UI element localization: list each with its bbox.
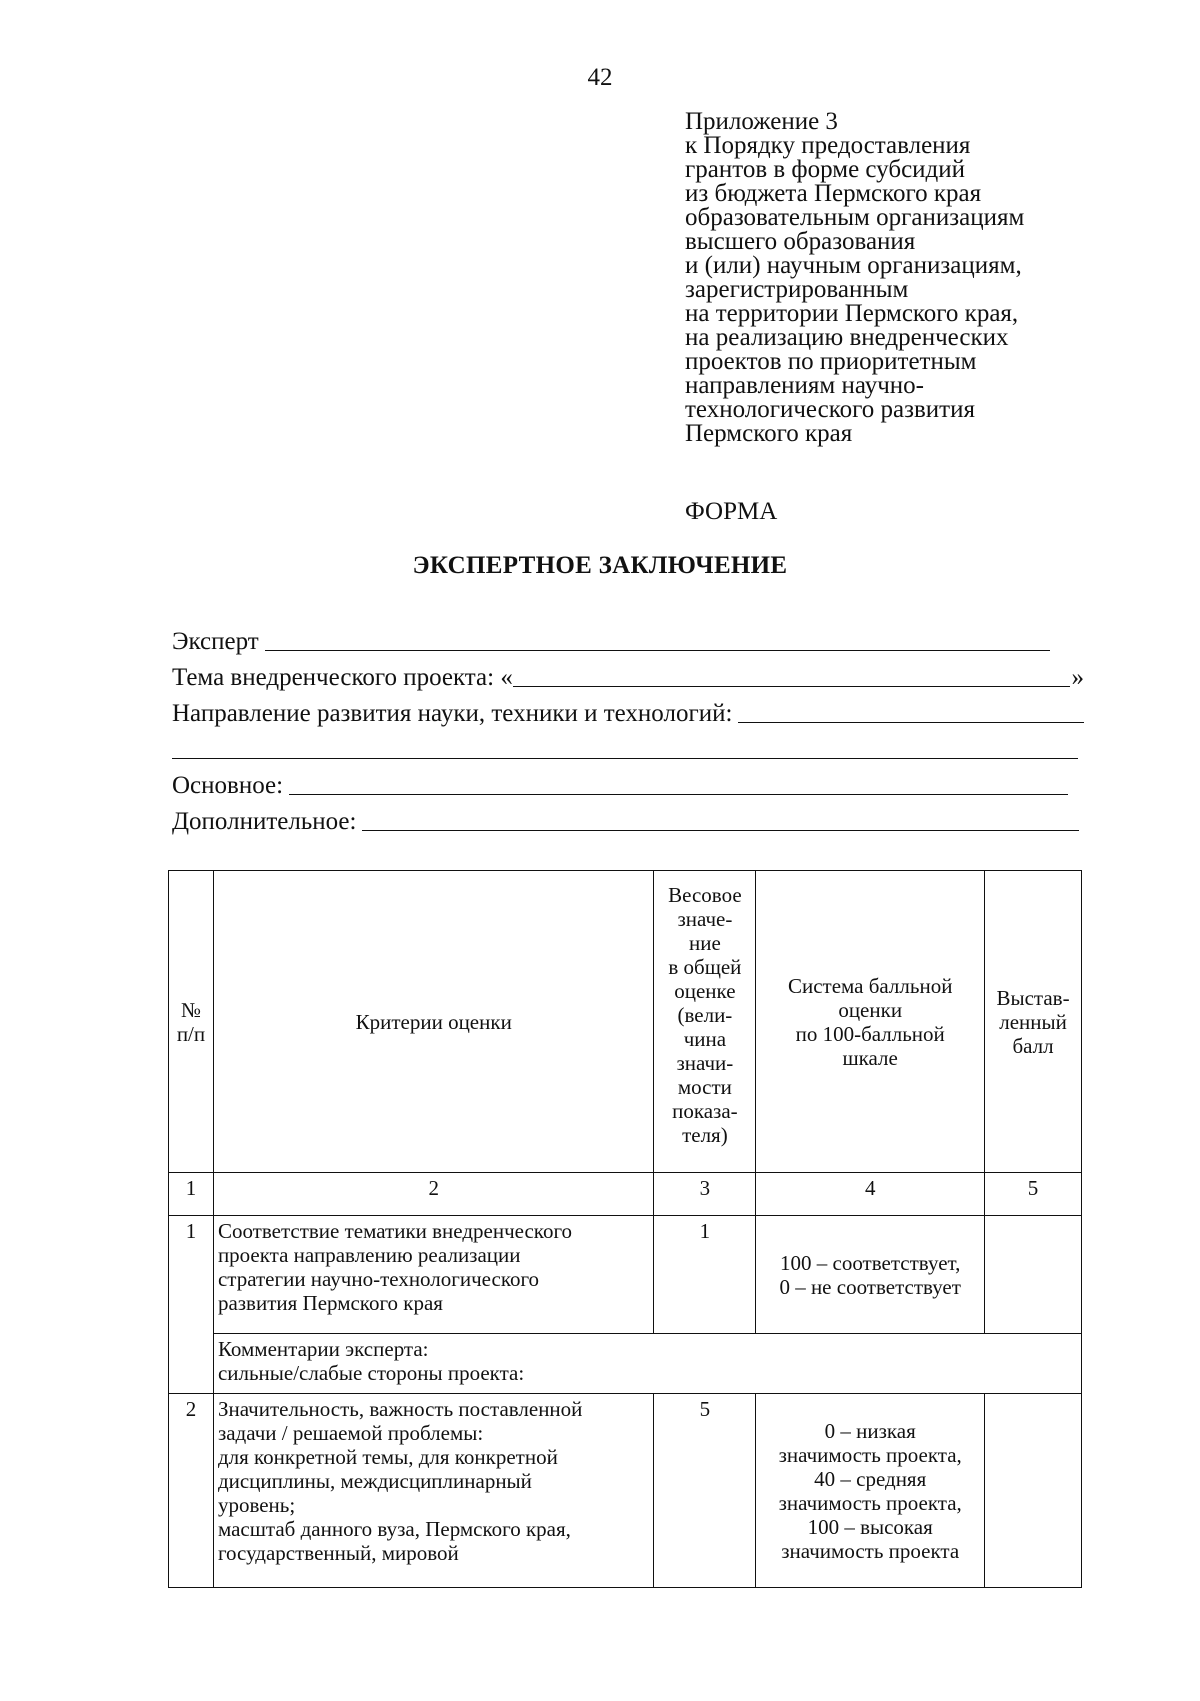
score-input-cell[interactable] — [985, 1394, 1082, 1588]
column-number: 5 — [985, 1173, 1082, 1216]
criteria-cell — [213, 1394, 654, 1588]
criteria-line: стратегии научно-технологического — [217, 1267, 540, 1291]
scale-line: 40 – средняя — [814, 1466, 927, 1491]
additional-direction-label: Дополнительное: — [172, 808, 357, 835]
main-direction-field[interactable] — [172, 764, 1084, 800]
score-input-cell[interactable] — [985, 1216, 1082, 1334]
column-number-row — [169, 1173, 1082, 1216]
column-number: 4 — [756, 1173, 985, 1216]
topic-label: Тема внедренческого проекта: « — [172, 664, 513, 691]
header-weight-line: значе- — [677, 907, 733, 931]
header-weight-line: показа- — [672, 1099, 738, 1123]
header-weight-line: ние — [688, 931, 721, 955]
row-number: 1 — [169, 1216, 214, 1394]
header-num — [169, 871, 214, 1173]
appendix-line: к Порядку предоставления — [685, 132, 971, 159]
direction-continuation-field[interactable] — [172, 728, 1084, 764]
criteria-line: для конкретной темы, для конкретной — [217, 1445, 558, 1469]
scale-line: 0 – низкая — [824, 1418, 916, 1443]
main-direction-label: Основное: — [172, 772, 284, 799]
criteria-cell — [213, 1216, 654, 1334]
expert-comment-cell[interactable] — [213, 1334, 1081, 1394]
appendix-line: грантов в форме субсидий — [685, 156, 966, 183]
criteria-line: дисциплины, междисциплинарный — [217, 1469, 532, 1493]
header-score-line: Выстав- — [996, 985, 1070, 1010]
header-score-line: балл — [1012, 1033, 1054, 1058]
appendix-line: Приложение 3 — [685, 108, 838, 135]
appendix-line: и (или) научным организациям, — [685, 252, 1022, 279]
criteria-line: развития Пермского края — [217, 1291, 443, 1315]
row-number: 2 — [169, 1394, 214, 1588]
criteria-line: уровень; — [217, 1493, 296, 1517]
header-scale-line: по 100-балльной — [795, 1021, 945, 1046]
expert-label: Эксперт — [172, 628, 259, 655]
direction-field[interactable] — [172, 692, 1084, 728]
header-weight-line: мости — [677, 1075, 732, 1099]
form-fields — [172, 620, 1084, 836]
header-weight-line: Весовое — [668, 883, 742, 907]
topic-blank-line[interactable] — [513, 686, 1070, 687]
scale-cell — [756, 1394, 985, 1588]
header-scale-line: оценки — [838, 997, 903, 1022]
header-weight-line: (вели- — [677, 1003, 733, 1027]
criteria-line: государственный, мировой — [217, 1541, 459, 1565]
appendix-line: на реализацию внедренческих — [685, 324, 1009, 351]
header-weight-line: оценке — [674, 979, 736, 1003]
header-score — [985, 871, 1082, 1173]
header-weight-line: значи- — [676, 1051, 734, 1075]
appendix-line: направлениям научно- — [685, 372, 924, 399]
weight-cell: 5 — [654, 1394, 756, 1588]
direction-continuation-line[interactable] — [172, 758, 1078, 759]
header-weight — [654, 871, 756, 1173]
criteria-line: масштаб данного вуза, Пермского края, — [217, 1517, 571, 1541]
expert-blank-line[interactable] — [265, 650, 1050, 651]
scale-line: значимость проекта, — [778, 1490, 962, 1515]
table-row — [169, 1216, 1082, 1334]
appendix-line: зарегистрированным — [685, 276, 909, 303]
evaluation-table — [168, 870, 1082, 1588]
comment-line: сильные/слабые стороны проекта: — [217, 1361, 525, 1385]
header-num-line: п/п — [176, 1021, 206, 1046]
scale-line: 100 – соответствует, — [780, 1250, 961, 1275]
table-header-row — [169, 871, 1082, 1173]
appendix-line: Пермского края — [685, 420, 853, 447]
topic-field[interactable] — [172, 656, 1084, 692]
scale-line: 100 – высокая — [807, 1514, 933, 1539]
header-weight-line: чина — [683, 1027, 727, 1051]
scale-cell — [756, 1216, 985, 1334]
expert-field[interactable] — [172, 620, 1084, 656]
header-scale-line: Система балльной — [787, 973, 953, 998]
direction-blank-line[interactable] — [738, 722, 1084, 723]
form-label: ФОРМА — [685, 498, 778, 525]
column-number: 2 — [213, 1173, 654, 1216]
appendix-line: из бюджета Пермского края — [685, 180, 982, 207]
weight-cell: 1 — [654, 1216, 756, 1334]
criteria-line: задачи / решаемой проблемы: — [217, 1421, 484, 1445]
scale-line: значимость проекта — [781, 1538, 960, 1563]
header-weight-line: в общей — [668, 955, 742, 979]
header-num-line: № — [180, 997, 201, 1022]
document-title: ЭКСПЕРТНОЕ ЗАКЛЮЧЕНИЕ — [412, 552, 788, 579]
criteria-line: проекта направлению реализации — [217, 1243, 521, 1267]
page-number: 42 — [587, 64, 613, 91]
direction-label: Направление развития науки, техники и технологий: — [172, 700, 733, 727]
comment-row — [169, 1334, 1082, 1394]
topic-close-quote: » — [1071, 664, 1084, 691]
criteria-line: Соответствие тематики внедренческого — [217, 1219, 573, 1243]
header-scale-line: шкале — [842, 1045, 898, 1070]
appendix-header — [685, 110, 1185, 446]
table-row — [169, 1394, 1082, 1588]
main-direction-blank-line[interactable] — [289, 794, 1068, 795]
additional-direction-blank-line[interactable] — [362, 830, 1079, 831]
appendix-line: проектов по приоритетным — [685, 348, 977, 375]
appendix-line: на территории Пермского края, — [685, 300, 1019, 327]
header-criteria: Критерии оценки — [213, 871, 654, 1173]
column-number: 1 — [169, 1173, 214, 1216]
header-scale — [756, 871, 985, 1173]
criteria-line: Значительность, важность поставленной — [217, 1397, 583, 1421]
comment-line: Комментарии эксперта: — [217, 1337, 429, 1361]
appendix-line: образовательным организациям — [685, 204, 1025, 231]
additional-direction-field[interactable] — [172, 800, 1084, 836]
column-number: 3 — [654, 1173, 756, 1216]
header-weight-line: теля) — [682, 1123, 728, 1147]
header-score-line: ленный — [999, 1009, 1067, 1034]
appendix-line: технологического развития — [685, 396, 975, 423]
appendix-line: высшего образования — [685, 228, 916, 255]
scale-line: значимость проекта, — [778, 1442, 962, 1467]
scale-line: 0 – не соответствует — [779, 1274, 961, 1299]
